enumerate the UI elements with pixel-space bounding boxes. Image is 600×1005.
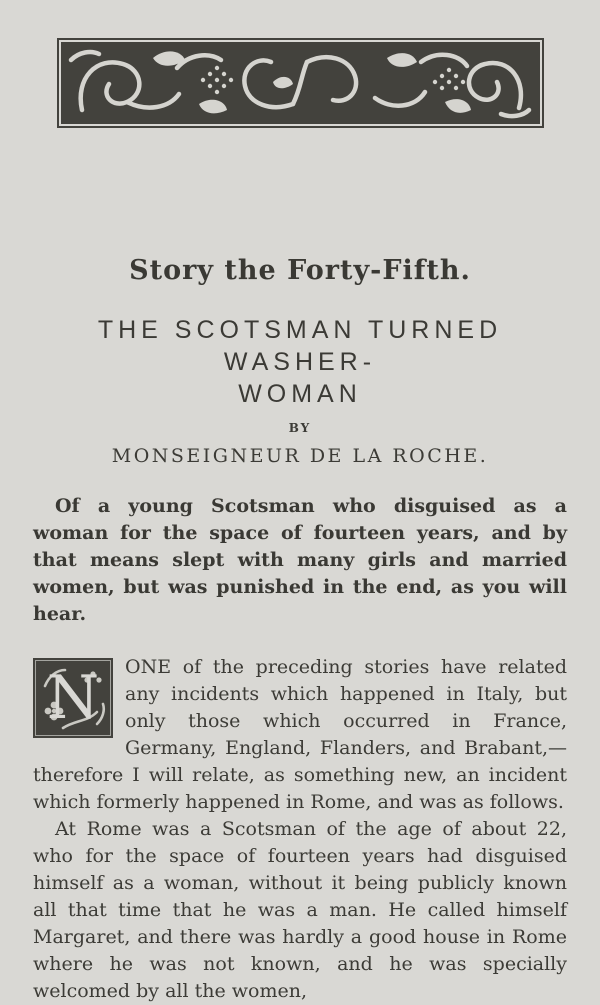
floral-scroll-band-icon (57, 38, 544, 128)
author-name: MONSEIGNEUR DE LA ROCHE. (111, 445, 489, 467)
paragraph-first-text: ONE of the preceding stories have related any incidents which happened in Italy, but only those which occurred in France, Germany, England, Flanders, and Brabant,—therefore I will relate, as something new, an incident which formerly happened in Rome, and was as follows. (33, 656, 567, 813)
text-column (33, 128, 567, 1005)
drop-cap-initial (33, 658, 113, 738)
story-title (33, 314, 567, 410)
byline-label: BY (288, 421, 312, 435)
story-summary: Of a young Scotsman who disguised as a woman for the space of fourteen years, and by that means slept with many girls and married women, but was punished in the end, as you will hear. (33, 495, 567, 625)
story-title-line2: WOMAN (238, 380, 362, 408)
story-title-line1: THE SCOTSMAN TURNED WASHER- (97, 316, 503, 376)
paragraph-first (33, 654, 567, 816)
floral-band-ornament (57, 38, 544, 128)
paragraph-second: At Rome was a Scotsman of the age of about 22, who for the space of fourteen years had disguised himself as a woman, without it being publicly known all that time that he was a man. He called himself Margaret, and there was hardly a good house in Rome where he was not known, and he was specially welcomed by all the women, (33, 818, 567, 1002)
drop-cap-letter: N (46, 663, 100, 733)
story-number-heading: Story the Forty-Fifth. (129, 255, 471, 286)
